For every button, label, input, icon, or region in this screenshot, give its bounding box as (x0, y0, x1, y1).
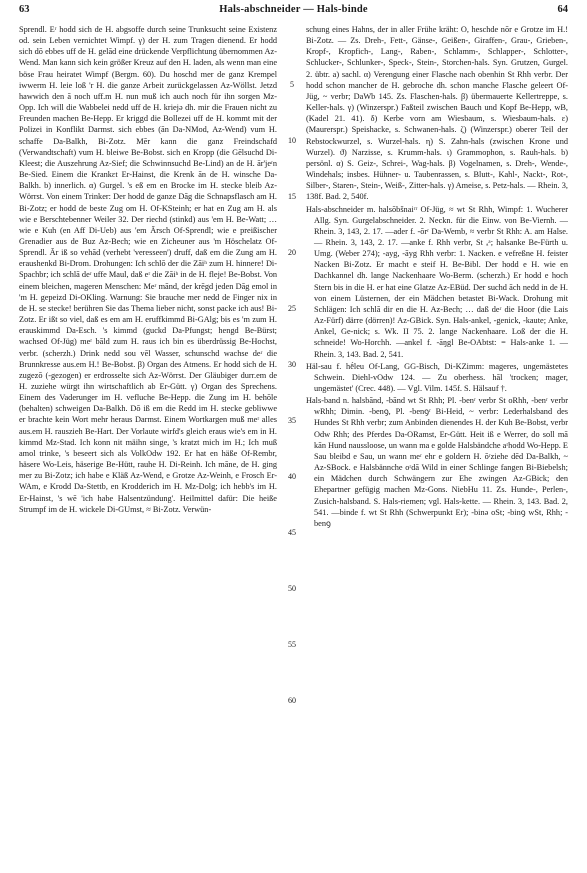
page-number-right: 64 (557, 4, 568, 15)
entry-hael-sau: Häl-sau f. hḗleu Of-Lang, GG-Bisch, Di-KZimm: mageres, ungemästetes Schwein. Diehl-vOdw 124. — Zu oberhess. hāl 'trocken; mager, ungemästet' (Crec. 448). — Vgl. Vilm. 145f. S. Hälsauf †. (306, 361, 568, 393)
page-number-left: 63 (19, 4, 30, 15)
line-number: 60 (288, 696, 296, 705)
entry-hals-abschneider: Hals-abschneider m. halsōbšnaiʳʳ Of-Jüg, ≈ wt St Rhh, Wimpf: 1. Wucherer Allg. Syn. Gurgelabschneider. 2. Neckn. für die Einw. von Be-Viernh. — Rhein. 3, 143, 2. 17. —ader f. -ōrʳ Da-Wemb, ≈ verbr St Rhh: A. am Halse. — Rhein. 3, 143, 2. 17. —anke f. Rhh verbr, St ₐᵃ; halsanke Be-Fürth u. Umg. (Weber 274); -ayg, -āyg Rhh verbr: 1. Nacken. e vefreßne H. feister Nacken Bi-Zotz. Er macht e steif H. Be-Bibl. Der hodd e H. wie en Dachkannel dh. lange Nackenhaare Wo-Berm. (scherzh.) Er hodd e hoch Stern bis in die H. er hat eine Glatze Az-EBüd. Der suchd āch nedd in de H. von einem Lüsternen, der ein Mädchen betastet Bi-Wack. Drohung mit Schlägen: Ich schlā dir en die H. Az-Bech; … daß deʳ die Hoor (die Lais Az-Fürf) därre (dörren)! Az-GBick. Syn. Hals-ankel, -genick, -kaute; Anke, Ankel, Ge-nick; s. Wk. II 75. 2. lange Nackenhaare. Loß der die H. schneide! Wo-Horchh. —ankel f. -āŋgl Be-OAbtst: = Hals-anke 1. — Rhein. 3, 143. Bad. 2, 541. (306, 204, 568, 359)
line-number: 35 (288, 416, 296, 425)
left-column (19, 24, 277, 869)
left-column-text: Sprendl. Eʳ hodd sich de H. abgsoffe durch seine Trunksucht seine Existenz od. sein Leben vernichtet Wimpf. γ) der H. zum Tragen dienend. Er hodd sich dō ebbes uff de H. gelād eine drückende Verpflichtung übernommen Az-Wend. Man kann sich kein größer Kreuz auf den H. laden, als wenn man eine böse Frau heiratet Wimpf (Bergm. 60). Du hoschd mer de ganz Krempel iwwerm H. leie loß 'r H. die ganze Arbeit zurückgelassen Az-Wöllst. Jetzd hawwich den ā noch uff.m H. nun muß ich auch noch für ihn sorgen Mz-Opp. Ich will die Wabbelei nedd uff de H. kriejə dh. mir die Frauen nicht zu Freunden machen Be-Hepp. Er kriggd die Bollezei uff de H. kommt mit der Polizei in Konflikt Darmst. sich ebbes (ān Da-NMod, Az-Wend) vum H. schaffe Da-Balkh, Bi-Zotz. Mēr kann die ganz Freindschafd (Verwandtschaft) vum H. bleiwe Be-Bobst. sich en Kropp (die Gēlsuchd Di-Kleest; die Auszehrung Az-Sief; die Schwinnsuchd Be-Lind) an de H. ār'jeʳn Be-Sied. Einem die Krankɛt Er-Hainst, die Krenk ān de H. winsche Da-Balkh. b) innerlich. α) Gurgel. 's eß em en Brocke im H. stecke bleib Az-Wörrst. Von einem Trinker: Der hodd de ganze Dāg die Schnapsflasch am H. Bi-Zotz; er hodd de beste Zug om H. Of-KSteinh; er hat en Zug am H. als wie e Berschtebenner Weiler 32. Der riechd (stinkd) aus 'em H. Be-Watt; … wie e Kuh (en Aff Di-Ueb) aus 'em Ārsch Of-Sprendl; wie e preißischer Grenadier aus de Buz Az-Bech; wie en Zicheuner aus 'm Höschelatz Of-Sprendl. Ār iß so vehād (verhebt 'veresseen') druff, daß em die Zung am H. eraushenkd Bi-Drom. Drohungen: Ich schlō der die Zāiʰ zum H. hinnere! Di-Spachbr; ich schlā deʳ uffe Maul, daß eʳ die Zāiʰ in de H. fleje! Be-Bobst. Von einem bleichen, mageren Menschen: Meʳ mānd, der krēgd jeden Dāg emol in 'm H. gepeizd Di-OKling. Warnung: Sie brauche mer nedd de Finger nix in de H. se stecke! berühren Sie das Thema lieber nicht, sonst packe ich aus! Bi-Zotz. Er ißt so viel, daß es em am H. eruffkimmd Bi-GAlg; bis es 'm zum H. erauskimmd Da-Esch. 's kimmd (guckd Da-Pfungst; hengd Be-Bürst; wachsed Of-Jüg) meʳ bāld zum H. raus ich bin es überdrüssig Be-Hochst, verbr. (scherzh.) Drink nedd sou vēl Wasser, schunschd wachse deʳ die Brunnkresse aus.em H.! Be-Bobst. β) Organ des Atmens. Er hodd sich de H. zugezō (-gezogen) er erdrosselte sich Az-Wörrst. Der Gläubiger durr.em de H. zuziehe würgt ihn wirtschaftlich ab Er-Gütt. γ) Organ des Sprechens. Einem des Vaderunger im H. vefluche Be-Hepp. die Zung im H. behōle (behalten) schweigen Da-Balkh. Dō iß em die Redd im H. stecke gebliwwe er brachte kein Wort mehr heraus Darmst. Einem Wortkargen muß meʳ alles aus.em H. rauszieh Be-Hart. Der Vorlaute wirfd's gleich eraus wie's em in H. kimmd Mz-Stad. Ich konn nit mäihn singe, 's kratzt mich im H.; Ich muß amol trinke, 's beseert sich als VolkOdw 192. Er hat en häße Of-Rembr, häsere Wo-Leis, häserige Be-Hütt, rauhe H. Di-Reinh. Ich māne, de H. ging mer zu Bi-Zotz; ich habe e Kläß Az-Wend, e Grotze Az-Weinh, e Frosch Er-WAm, e Krodd Da-Stettb, en Krodderich im H. Mz-Dolg; ich hebb's im H. Er-Hainst, 's wē 'ich habe Halsentzündung'. Heilmittel dafür: Die heiße Strumpf im de H. wickele Di-GUmst, ≈ Bi-Zotz. Verwün- (19, 25, 277, 514)
line-number: 5 (290, 80, 294, 89)
line-number: 30 (288, 360, 296, 369)
line-number: 10 (288, 136, 296, 145)
entry-continuation: schung eines Hahns, der in aller Frühe kräht: O, heschde nōr e Grotze im H.! Bi-Zotz. — Zs. Dreh-, Fett-, Gänse-, Geißen-, Giraffen-, Grau-, Grieben-, Kropf-, Kropfich-, Lang-, Raben-, Schlamm-, Schlapper-, Schlotter-, Schlucker-, Schlunker-, Speck-, Stein-, Storchen-hals. Syn. Grutzen, Gurgel. 2. übtr. a) sachl. α) Verengung einer Flasche nach obenhin St Rhh verbr. Der hodd schon mancher de H. gebroche dh. schon manche Flasche geleert Of-Jüg, ~ verbr; DaWb 145. Zs. Flaschen-hals. β) übermauerte Kellertreppe, s. Keller-hals. γ) (Winzerspr.) Faßteil zwischen Bauch und Kopf Be-Hepp, wB, (Kadel 21. 41). δ) Kerbe vorn am Wiesbaum, s. Wiesbaum-hals. ε) (Maurerspr.) Speishacke, s. Schwanen-hals. ζ) (Winzerspr.) oberer Teil der Rebstockwurzel, s. Wurzel-hals. η) S. Zahn-hals (zwischen Krone und Wurzel). ϑ) Narzisse, s. Krumm-hals. ι) Grammophon, s. Rauh-hals. b) persönl. α) S. Geiz-, Schrei-, Wag-hals. β) Vogelnamen, s. Dreh-, Wende-, Windehals; insbes. Hühner- u. Taubenrassen, s. Blutt-, Kahl-, Nackt-, Rot-, Silber-, Staren-, Stein-, Weiß-, Zitter-hals. γ) Ameise, s. Petz-hals. — Rhein. 3, 138f. Bad. 2, 540f. (306, 25, 568, 202)
right-column (306, 24, 568, 869)
line-number: 55 (288, 640, 296, 649)
entry-hals-band: Hals-band n. halsbānd, -bānd wt St Rhh; Pl. -benʳ verbr St oRhh, -benʳ verbr wRhh; Dimin. -benꝯ, Pl. -benꝯʳ Bi-Heid, ~ verbr: Lederhalsband des Hundes St Rhh verbr; zum Anbinden dienendes H. der Kuh Be-Bobst, verbr Odw Rhh; des Pferdes Da-ORamst, Er-Gütt. Heit iß e Werrer, do soll mā kān Hund naussloose, un wann ma e golde Halsbändche aʳhodd Wo-Hepp. E Sau bleibd e Sau, un wann meʳ ehr e goldern H. ōʳziehe dēd Da-Balkh, ~ Az-SBock. e Halsbännche oʳdā Wild in einer Schlinge fangen Bi-Biebelsh; ein Mädchen durch Schwängern zur Ehe zwingen Az-GBick; den Ehepartner gefügig machen Mz-Gons. NiebHu 11. Zs. Hunde-, Perlen-, Zusich-halsband. S. Hals-riemen; vgl. Hals-kette. — Rhein. 3, 143. Bad. 2, 541. —binde f. wt St Rhh (Schwerpunkt Er); -binə oSt; -binꝯ wSt, Rhh; -benꝯ (306, 396, 568, 528)
running-title: Hals-abschneider — Hals-binde (219, 4, 368, 15)
line-number: 50 (288, 584, 296, 593)
line-number: 45 (288, 528, 296, 537)
line-number: 40 (288, 472, 296, 481)
page-header (19, 4, 568, 20)
line-number-gutter (283, 24, 301, 869)
line-number: 25 (288, 304, 296, 313)
line-number: 20 (288, 248, 296, 257)
line-number: 15 (288, 192, 296, 201)
